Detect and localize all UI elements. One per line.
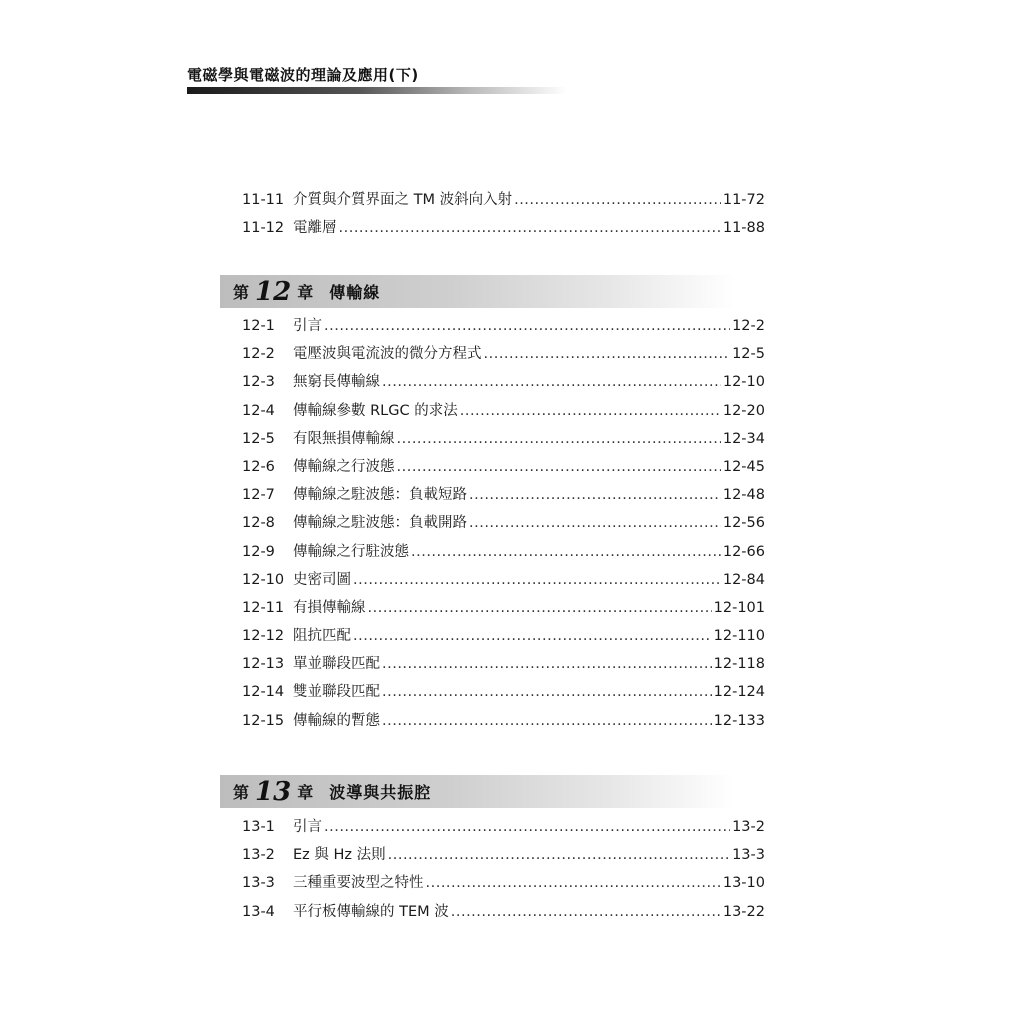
entry-page: 12-48 bbox=[722, 487, 765, 504]
running-head-rule bbox=[187, 87, 567, 94]
toc-entry-12-6[interactable] bbox=[242, 455, 765, 483]
entry-title: Ez 與 Hz 法則 bbox=[293, 847, 386, 864]
dot-leader bbox=[460, 403, 721, 419]
entry-number: 12-11 bbox=[242, 599, 285, 616]
toc-entry-12-13[interactable] bbox=[242, 652, 765, 680]
dot-leader bbox=[411, 544, 721, 560]
entry-number: 11-12 bbox=[242, 220, 285, 237]
entry-number: 12-4 bbox=[242, 402, 275, 419]
entry-page: 12-101 bbox=[713, 599, 765, 616]
entry-title: 史密司圖 bbox=[293, 571, 351, 588]
entry-number: 12-15 bbox=[242, 712, 285, 729]
chapter-prefix: 第 bbox=[233, 283, 250, 302]
dot-leader bbox=[382, 684, 712, 700]
toc-entry-13-3[interactable] bbox=[242, 871, 765, 899]
entry-title: 無窮長傳輸線 bbox=[293, 374, 380, 391]
dot-leader bbox=[469, 515, 721, 531]
dot-leader bbox=[469, 487, 721, 503]
dot-leader bbox=[382, 656, 712, 672]
toc-entry-12-5[interactable] bbox=[242, 427, 765, 455]
toc-entry-11-11[interactable] bbox=[242, 188, 765, 216]
dot-leader bbox=[426, 875, 721, 891]
entry-title: 雙並聯段匹配 bbox=[293, 684, 380, 701]
entry-page: 12-66 bbox=[722, 543, 765, 560]
dot-leader bbox=[397, 459, 721, 475]
entry-number: 11-11 bbox=[242, 192, 285, 208]
entry-title: 有限無損傳輸線 bbox=[293, 430, 395, 447]
running-head: 電磁學與電磁波的理論及應用(下) bbox=[187, 66, 419, 84]
entry-title: 有損傳輸線 bbox=[293, 599, 366, 616]
toc-entry-12-10[interactable] bbox=[242, 568, 765, 596]
entry-number: 13-4 bbox=[242, 903, 275, 920]
entry-number: 12-12 bbox=[242, 628, 285, 645]
entry-page: 12-10 bbox=[722, 374, 765, 391]
entry-title: 電壓波與電流波的微分方程式 bbox=[293, 346, 482, 363]
toc-section-chapter-13 bbox=[242, 815, 765, 928]
entry-number: 12-7 bbox=[242, 487, 275, 504]
dot-leader bbox=[382, 374, 721, 390]
entry-page: 12-84 bbox=[722, 571, 765, 588]
chapter-suffix: 章 bbox=[297, 783, 314, 802]
dot-leader bbox=[382, 713, 712, 729]
dot-leader bbox=[353, 628, 712, 644]
entry-page: 12-20 bbox=[722, 402, 765, 419]
entry-page: 11-88 bbox=[722, 220, 765, 237]
entry-title: 平行板傳輸線的 TEM 波 bbox=[293, 903, 449, 920]
entry-number: 12-5 bbox=[242, 430, 275, 447]
entry-title: 三種重要波型之特性 bbox=[293, 875, 424, 892]
chapter-suffix: 章 bbox=[297, 283, 314, 302]
entry-page: 12-45 bbox=[722, 458, 765, 475]
entry-page: 12-34 bbox=[722, 430, 765, 447]
chapter-prefix: 第 bbox=[233, 783, 250, 802]
entry-title: 傳輸線之駐波態：負載短路 bbox=[293, 487, 467, 504]
toc-entry-12-12[interactable] bbox=[242, 624, 765, 652]
chapter-13-header bbox=[220, 775, 735, 808]
toc-section-chapter-11-tail bbox=[242, 188, 765, 244]
entry-title: 傳輸線之行駐波態 bbox=[293, 543, 409, 560]
chapter-number: 12 bbox=[255, 276, 292, 307]
entry-page: 13-3 bbox=[732, 847, 765, 864]
toc-entry-13-4[interactable] bbox=[242, 900, 765, 928]
entry-page: 12-133 bbox=[713, 712, 765, 729]
dot-leader bbox=[353, 572, 721, 588]
entry-page: 13-10 bbox=[722, 875, 765, 892]
entry-title: 介質與介質界面之 TM 波斜向入射 bbox=[293, 192, 513, 208]
entry-number: 13-3 bbox=[242, 875, 275, 892]
entry-title: 阻抗匹配 bbox=[293, 628, 351, 645]
toc-section-chapter-12 bbox=[242, 314, 765, 737]
entry-number: 12-2 bbox=[242, 346, 275, 363]
chapter-title: 波導與共振腔 bbox=[329, 783, 432, 802]
entry-number: 13-1 bbox=[242, 819, 275, 835]
toc-entry-12-15[interactable] bbox=[242, 709, 765, 737]
chapter-number: 13 bbox=[255, 776, 292, 807]
toc-entry-12-8[interactable] bbox=[242, 511, 765, 539]
toc-entry-12-14[interactable] bbox=[242, 680, 765, 708]
toc-entry-12-9[interactable] bbox=[242, 540, 765, 568]
entry-title: 引言 bbox=[293, 318, 322, 334]
entry-title: 電離層 bbox=[293, 220, 337, 237]
entry-number: 12-1 bbox=[242, 318, 275, 334]
dot-leader bbox=[397, 431, 721, 447]
entry-number: 12-3 bbox=[242, 374, 275, 391]
dot-leader bbox=[368, 600, 712, 616]
entry-page: 11-72 bbox=[722, 192, 765, 208]
dot-leader bbox=[451, 904, 721, 920]
chapter-12-header bbox=[220, 275, 735, 308]
toc-entry-12-3[interactable] bbox=[242, 370, 765, 398]
chapter-title: 傳輸線 bbox=[329, 283, 381, 302]
entry-page: 13-2 bbox=[732, 819, 765, 835]
toc-entry-12-2[interactable] bbox=[242, 342, 765, 370]
entry-number: 12-6 bbox=[242, 458, 275, 475]
entry-page: 12-2 bbox=[732, 318, 765, 334]
entry-number: 12-8 bbox=[242, 515, 275, 532]
entry-number: 12-14 bbox=[242, 684, 285, 701]
toc-entry-12-7[interactable] bbox=[242, 483, 765, 511]
entry-number: 12-9 bbox=[242, 543, 275, 560]
dot-leader bbox=[324, 318, 730, 334]
entry-page: 12-110 bbox=[713, 628, 765, 645]
entry-page: 12-118 bbox=[713, 656, 765, 673]
dot-leader bbox=[339, 220, 721, 236]
entry-page: 13-22 bbox=[722, 903, 765, 920]
entry-title: 傳輸線的暫態 bbox=[293, 712, 380, 729]
toc-entry-11-12[interactable] bbox=[242, 216, 765, 244]
entry-page: 12-56 bbox=[722, 515, 765, 532]
entry-title: 引言 bbox=[293, 819, 322, 835]
entry-number: 13-2 bbox=[242, 847, 275, 864]
toc-entry-12-4[interactable] bbox=[242, 399, 765, 427]
toc-entry-12-1[interactable] bbox=[242, 314, 765, 342]
entry-title: 傳輸線之駐波態：負載開路 bbox=[293, 515, 467, 532]
entry-number: 12-13 bbox=[242, 656, 285, 673]
entry-title: 單並聯段匹配 bbox=[293, 656, 380, 673]
entry-number: 12-10 bbox=[242, 571, 285, 588]
toc-entry-12-11[interactable] bbox=[242, 596, 765, 624]
dot-leader bbox=[514, 192, 721, 208]
dot-leader bbox=[388, 847, 730, 863]
dot-leader bbox=[324, 819, 730, 835]
entry-page: 12-5 bbox=[732, 346, 765, 363]
entry-page: 12-124 bbox=[713, 684, 765, 701]
entry-title: 傳輸線之行波態 bbox=[293, 458, 395, 475]
entry-title: 傳輸線參數 RLGC 的求法 bbox=[293, 402, 458, 419]
toc-entry-13-2[interactable] bbox=[242, 843, 765, 871]
toc-entry-13-1[interactable] bbox=[242, 815, 765, 843]
dot-leader bbox=[484, 346, 731, 362]
